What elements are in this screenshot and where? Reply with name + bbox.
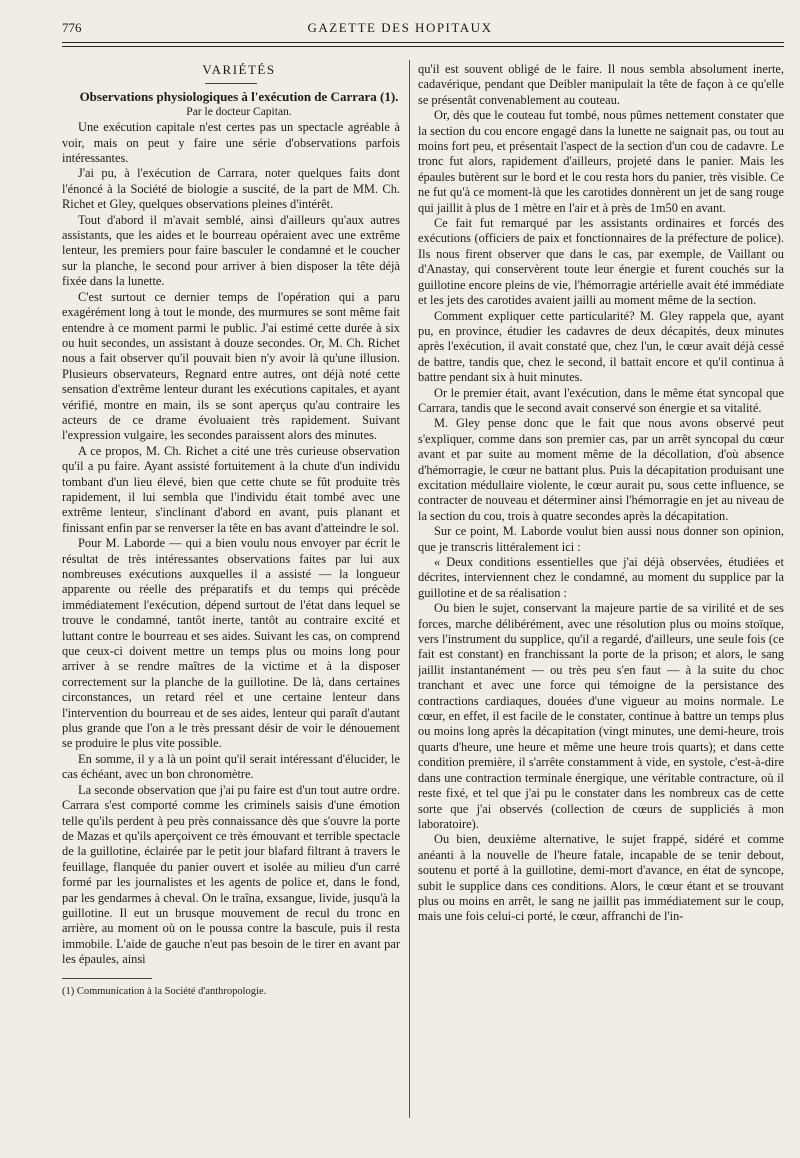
section-rule bbox=[205, 83, 257, 84]
paragraph: Or, dès que le couteau fut tombé, nous pûmes nettement constater que la section du cou encore engagé dans la lunette ne saignait pas, ou tout au moins fort peu, et présentait l'aspect de la section d'un cou de cadavre. Le tronc fut alors, rapidement d'ailleurs, projeté dans le panier. Mais les épaules butèrent sur le bord et le cou resta hors du panier, très visible. Ce ne fut qu'à ce moment-là que les carotides donnèrent un jet de sang rouge qui jaillit à plus de 1 mètre en l'air et à près de 1m50 en avant. bbox=[418, 108, 784, 215]
paragraph: J'ai pu, à l'exécution de Carrara, noter quelques faits dont l'énoncé à la Société de biologie a suscité, de la part de MM. Ch. Richet et Gley, quelques observations pleines d'intérêt. bbox=[62, 166, 400, 212]
footnote-rule bbox=[62, 978, 152, 979]
article-title: Observations physiologiques à l'exécution de Carrara (1). bbox=[79, 89, 399, 105]
paragraph: « Deux conditions essentielles que j'ai déjà observées, étudiées et décrites, interviennent chez le condamné, au moment du supplice par la guillotine et de sa réalisation : bbox=[418, 555, 784, 600]
paragraph: Or le premier était, avant l'exécution, dans le même état syncopal que Carrara, tandis que le second avait conservé son énergie et sa vitalité. bbox=[418, 385, 784, 415]
paragraph: Sur ce point, M. Laborde voulut bien aussi nous donner son opinion, que je transcris littéralement ici : bbox=[418, 524, 784, 554]
paragraph: Comment expliquer cette particularité? M. Gley rappela que, ayant pu, en province, étudier les cadavres de deux décapités, deux minutes après l'exécution, il avait constaté que, chez l'un, le cœur avait déjà cessé de battre, tandis que, chez le second, il battait encore et qu'il continua à battre pendant six à huit minutes. bbox=[418, 308, 784, 385]
column-divider bbox=[409, 60, 410, 1118]
right-column bbox=[418, 62, 784, 1118]
header-rule bbox=[62, 42, 784, 43]
paragraph: Ou bien le sujet, conservant la majeure partie de sa virilité et de ses forces, marche délibérément, avec une résolution plus ou moins stoïque, vers l'instrument du supplice, qu'il a regardé, d'ailleurs, une seule fois (ce fait est constant) en franchissant la porte de la prison; et alors, le sang jaillit instantanément — ou très peu s'en faut — à la suite du choc tranchant et avec une force qui témoigne de la persistance des contractions cardiaques, douées d'une vigueur au moins normale. Le cœur, en effet, il est facile de le constater, continue à battre un temps plus ou moins long après la décapitation (vingt minutes, une demi-heure, trois quarts d'heure, une heure et même une heure trois quarts); et dans cette condition première, il s'arrête constamment à vide, en systole, c'est-à-dire dans une contraction terminale énergique, une véritable contracture, où il reste fixé, et tel que j'ai pu le constater dans les nombreux cas de cette sorte que j'ai observés (collection de cœurs de suppliciés à mon laboratoire). bbox=[418, 601, 784, 831]
paragraph: En somme, il y a là un point qu'il serait intéressant d'élucider, le cas échéant, avec un bon chronomètre. bbox=[62, 751, 400, 782]
paragraph: C'est surtout ce dernier temps de l'opération qui a paru exagérément long à tout le monde, des murmures se sont même fait entendre à ce moment parmi le public. J'ai estimé cette durée à six ou huit secondes, un assistant à douze secondes. Or, M. Ch. Richet nous a fait observer qu'il pouvait bien n'y avoir là qu'une illusion. Plusieurs observateurs, Regnard entre autres, ont déjà noté cette sensation d'extrême lenteur durant les exécutions capitales, et ayant vérifié, montre en main, ils se sont aperçus qu'au contraire les acteurs de ce drame évoluaient très rapidement. Suivant l'expression vulgaire, les secondes paraissent alors des minutes. bbox=[62, 289, 400, 443]
footnote: (1) Communication à la Société d'anthropologie. bbox=[62, 985, 267, 997]
paragraph: Ou bien, deuxième alternative, le sujet frappé, sidéré et comme anéanti à la nouvelle de l'heure fatale, incapable de se tenir debout, soutenu et porté à la guillotine, demi-mort d'avance, en état de syncope, subit le supplice dans ces conditions. Alors, le cœur étant et se trouvant plus ou moins en arrêt, le sang ne jaillit pas immédiatement sur le coup, mais une fois celui-ci porté, le cœur, affranchi de l'in- bbox=[418, 832, 784, 924]
paragraph: qu'il est souvent obligé de le faire. Il nous sembla absolument inerte, cadavérique, pendant que Deibler manipulait la tête de façon à ce qu'elle se présentât convenablement au couteau. bbox=[418, 62, 784, 107]
right-body bbox=[418, 62, 784, 925]
left-body bbox=[62, 120, 400, 967]
page-number: 776 bbox=[62, 20, 82, 35]
running-header: GAZETTE DES HOPITAUX bbox=[307, 20, 493, 35]
paragraph: Pour M. Laborde — qui a bien voulu nous envoyer par écrit le résultat de très intéressantes observations faites par lui aux nombreuses exécutions auxquelles il a assisté — la longueur apparente ou réelle des préparatifs et du temps qui précède immédiatement l'exécution, dépend surtout de l'état dans lequel se trouve le condamné, tantôt inerte, tantôt au contraire excité et luttant contre le bourreau et ses aides. Suivant les cas, on comprend que ceux-ci doivent mettre un temps plus ou moins long pour arriver à se rendre maîtres de la victime et à la disposer correctement sur la planche de la guillotine. De là, dans certaines circonstances, un retard réel et une certaine lenteur dans l'intervention du bourreau et de ses aides, lenteur qui paraît d'autant plus grande que l'on a le très pressant désir de voir le dénouement se produire le plus vite possible. bbox=[62, 536, 400, 751]
article-byline: Par le docteur Capitan. bbox=[186, 105, 292, 118]
header-rule-thin bbox=[62, 46, 784, 47]
paragraph: A ce propos, M. Ch. Richet a cité une très curieuse observation qu'il a pu faire. Ayant assisté fortuitement à la chute d'un individu tombant d'un lieu élevé, bien que cette chute se fût produite très rapidement, il lui sembla que l'individu était tombé avec une extrême lenteur, s'inclinant d'abord en avant, puis planant et finissant enfin par se renverser la tête en bas avant d'atteindre le sol. bbox=[62, 443, 400, 535]
paragraph: Une exécution capitale n'est certes pas un spectacle agréable à voir, mais on peut y faire une série d'observations parfois intéressantes. bbox=[62, 120, 400, 166]
section-heading: VARIÉTÉS bbox=[202, 62, 276, 77]
left-column bbox=[62, 62, 400, 1118]
paragraph: M. Gley pense donc que le fait que nous avons observé peut s'expliquer, comme dans son premier cas, par un arrêt syncopal du cœur avant et par suite au moment même de la décollation, d'où absence d'hémorragie, le cœur ne battant plus. Puis la décapitation produisant une excitation médullaire violente, le cœur aurait pu, sous cette influence, se contracter de nouveau et déterminer ainsi l'hémorragie en jet au niveau de la section du cou, trois à quatre secondes après la décapitation. bbox=[418, 416, 784, 523]
paragraph: La seconde observation que j'ai pu faire est d'un tout autre ordre. Carrara s'est comporté comme les criminels saisis d'une émotion telle qu'ils perdent à peu près connaissance dès que s'ouvre la porte de Mazas et qu'ils aperçoivent ce très émouvant et terrible spectacle de la guillotine, éclairée par le petit jour blafard filtrant à travers le feuillage, flanquée du panier ouvert et isolée au milieu d'un carré formé par les journalistes et les agents de police et, dans le fond, par les gendarmes à cheval. On le traîna, exsangue, livide, jusqu'à la guillotine. Il eut un brusque mouvement de recul du tronc en arrière, au moment où on le poussa contre la bascule, puis il resta immobile. L'aide de gauche n'eut pas besoin de le tirer en avant par les épaules, ainsi bbox=[62, 782, 400, 967]
paragraph: Ce fait fut remarqué par les assistants ordinaires et forcés des exécutions (officiers de paix et fonctionnaires de la préfecture de police). Ils nous firent observer que dans le cas, par exemple, de Vaillant ou d'Anastay, qui conservèrent toute leur énergie et furent couchés sur la guillotine encore pleins de vie, l'hémorragie artérielle avait été immédiate et les jets des carotides avaient jailli au moment même de la section. bbox=[418, 216, 784, 308]
paragraph: Tout d'abord il m'avait semblé, ainsi d'ailleurs qu'aux autres assistants, que les aides et le bourreau opéraient avec une extrême lenteur, les premiers pour faire basculer le condamné et le coucher sur la planche, le second pour arriver à bien disposer la tête déjà fixée dans la lunette. bbox=[62, 212, 400, 289]
